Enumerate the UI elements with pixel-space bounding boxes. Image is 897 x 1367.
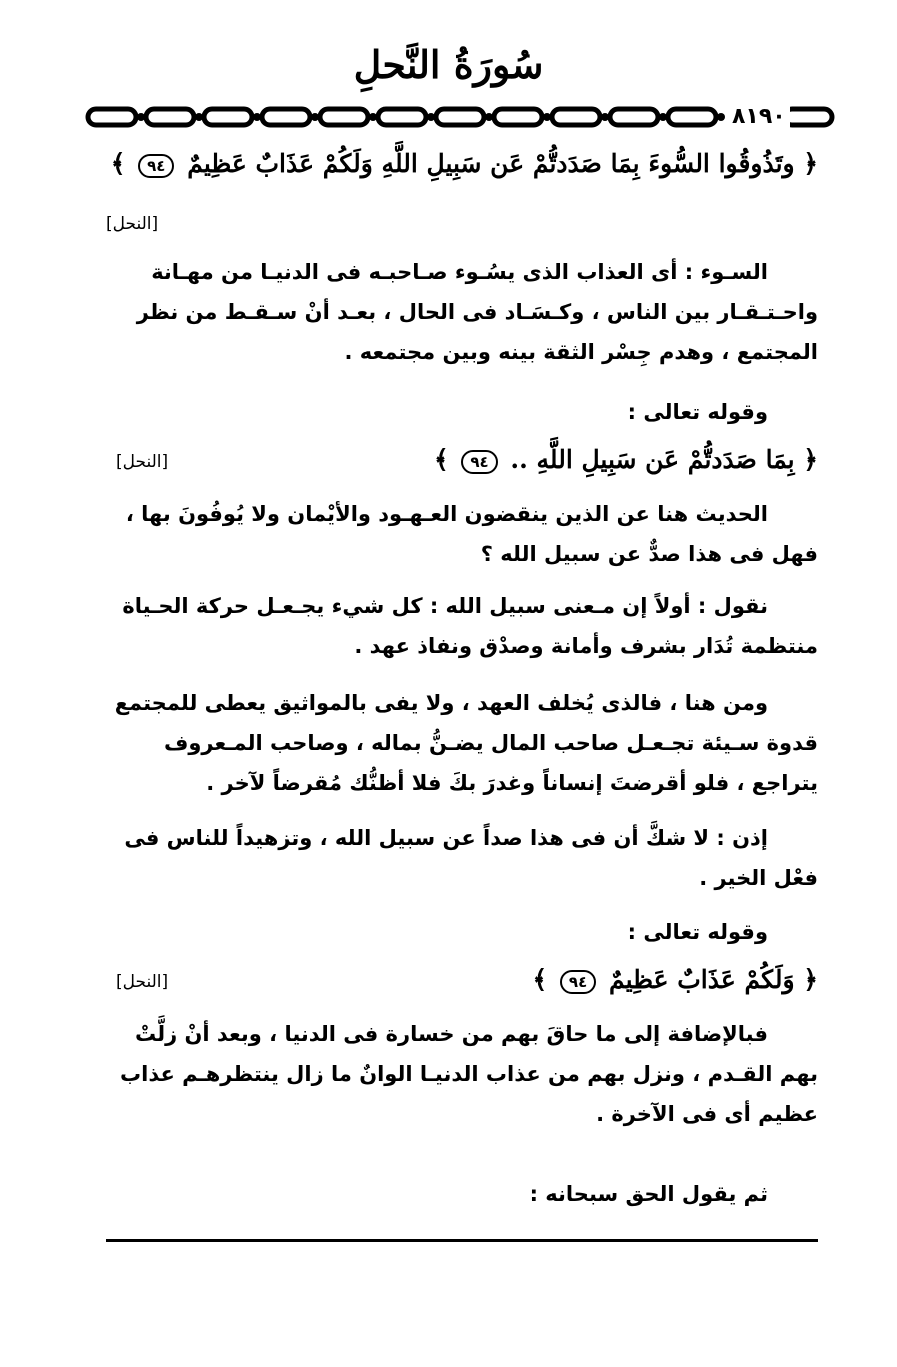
text-line: يتراجع ، فلو أقرضتَ إنساناً وغدرَ بكَ فلا أظنُّك مُقرضاً لآخر . — [206, 771, 818, 795]
text-line: منتظمة تُدَار بشرف وأمانة وصدْق ونفاذ عهد . — [354, 634, 818, 658]
paragraph-6 — [106, 1014, 818, 1134]
page-number: ٨١٩٠ — [728, 100, 790, 134]
verse-close-bracket: ﴾ — [532, 965, 548, 994]
ayah-number: ٩٤ — [560, 970, 596, 994]
verse-text: وَلَكُمْ عَذَابٌ عَظِيمٌ — [608, 965, 795, 994]
text-line: وقوله تعالى : — [627, 400, 768, 424]
text-line: فبالإضافة إلى ما حاقَ بهم من خسارة فى الدنيا ، وبعد أنْ زلَّتْ — [134, 1022, 768, 1046]
text-line: فهل فى هذا صدٌّ عن سبيل الله ؟ — [480, 542, 818, 566]
text-line: ثم يقول الحق سبحانه : — [529, 1182, 768, 1206]
ayah-number: ٩٤ — [138, 154, 174, 178]
text-line: واحـتـقـار بين الناس ، وكـسَـاد فى الحال ، بعـد أنْ سـقـط من نظر — [136, 300, 818, 324]
text-line: وقوله تعالى : — [627, 920, 768, 944]
paragraph-3 — [106, 586, 818, 666]
verse-close-bracket: ﴾ — [434, 445, 449, 474]
footer-rule — [106, 1239, 818, 1242]
text-line: بهم القـدم ، ونزل بهم من عذاب الدنيـا الوانٌ ما زال ينتظرهـم عذاب — [120, 1062, 818, 1086]
verse-source-tag: [النحل] — [116, 972, 169, 992]
text-line: قدوة سـيئة تجـعـل صاحب المال يضـنُّ بماله ، وصاحب المـعروف — [163, 731, 818, 755]
paragraph-1 — [106, 252, 818, 372]
verse-source-tag: [النحل] — [116, 452, 169, 472]
verse-close-bracket: ﴾ — [110, 149, 126, 178]
verse-open-bracket: ﴿ — [803, 149, 818, 178]
verse-open-bracket: ﴿ — [803, 965, 818, 994]
text-line: المجتمع ، وهدم جِسْر الثقة بينه وبين مجتمعه . — [344, 340, 818, 364]
text-line: فعْل الخير . — [699, 866, 818, 890]
paragraph-5 — [106, 818, 818, 898]
surah-title: سُورَةُ النَّحلِ — [353, 42, 544, 87]
intro-line-2 — [106, 912, 818, 952]
quran-verse-2 — [106, 438, 818, 482]
paragraph-4 — [106, 683, 818, 803]
verse-source-tag: [النحل] — [106, 214, 159, 234]
intro-line-1 — [106, 392, 818, 432]
text-line: نقول : أولاً إن مـعنى سبيل الله : كل شيء يجـعـل حركة الحـياة — [122, 594, 768, 618]
ayah-number: ٩٤ — [461, 450, 497, 474]
verse-text: وتَذُوقُوا السُّوءَ بِمَا صَدَدتُّمْ عَن سَبِيلِ اللَّهِ وَلَكُمْ عَذَابٌ عَظِيمٌ — [187, 149, 795, 178]
paragraph-2 — [106, 494, 818, 574]
quran-verse-3 — [106, 958, 818, 1002]
quran-verse-1 — [106, 142, 818, 186]
text-line: ومن هنا ، فالذى يُخلف العهد ، ولا يفى بالمواثيق يعطى للمجتمع — [114, 691, 768, 715]
closing-line — [106, 1174, 818, 1214]
text-line: عظيم أى فى الآخرة . — [596, 1102, 818, 1126]
text-line: السـوء : أى العذاب الذى يسُـوء صـاحبـه فى الدنيـا من مهـانة — [151, 260, 768, 284]
verse-open-bracket: ﴿ — [803, 445, 818, 474]
text-line: إذن : لا شكَّ أن فى هذا صداً عن سبيل الله ، وتزهيداً للناس فى — [124, 826, 768, 850]
text-line: الحديث هنا عن الذين ينقضون العـهـود والأيْمان ولا يُوفُونَ بها ، — [125, 502, 768, 526]
verse-text: بِمَا صَدَدتُّمْ عَن سَبِيلِ اللَّهِ .. — [510, 445, 795, 474]
